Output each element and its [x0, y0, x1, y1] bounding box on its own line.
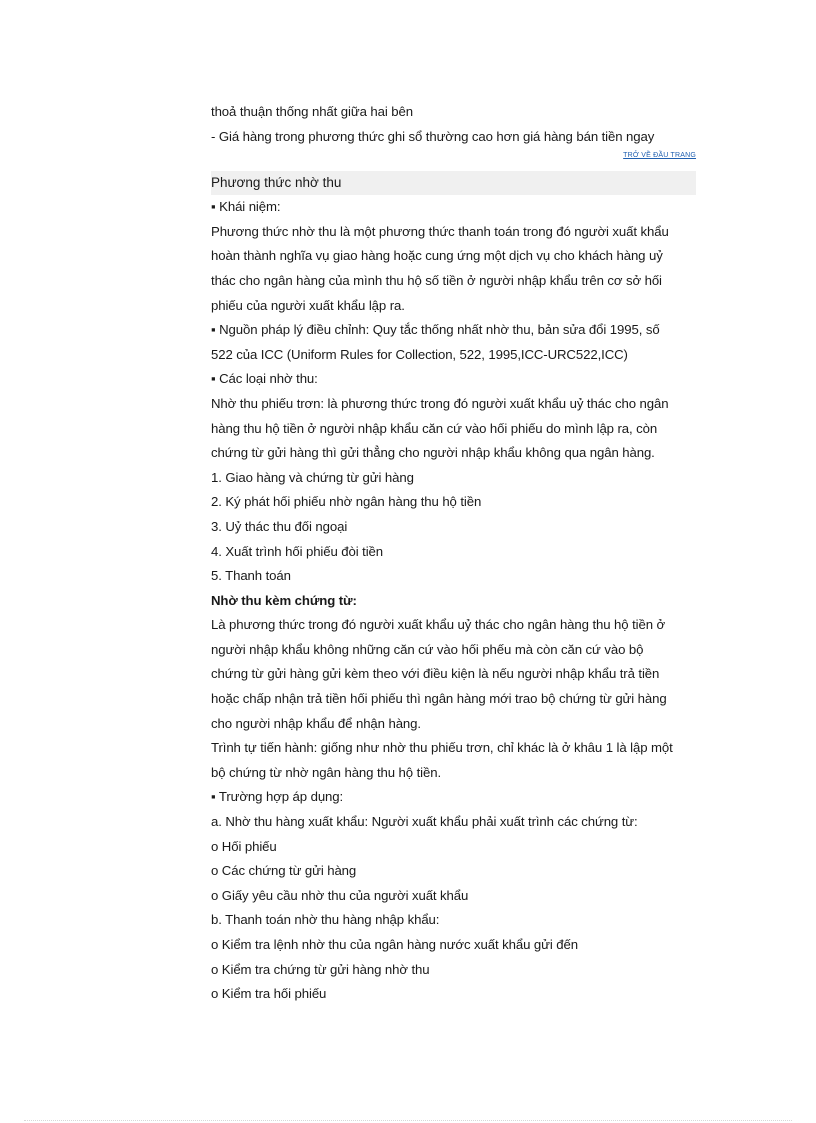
text-line: phiếu của người xuất khẩu lập ra.	[211, 297, 405, 313]
text-line: chứng từ gửi hàng thì gửi thẳng cho người nhập khẩu không qua ngân hàng.	[211, 445, 655, 461]
list-item: o Hối phiếu	[211, 838, 277, 854]
text-line: hoặc chấp nhận trả tiền hối phiếu thì ngân hàng mới trao bộ chứng từ gửi hàng	[211, 691, 667, 707]
text-line: Phương thức nhờ thu là một phương thức thanh toán trong đó người xuất khẩu	[211, 223, 669, 239]
text-line: cho người nhập khẩu để nhận hàng.	[211, 715, 421, 731]
back-to-top-link[interactable]: TRỞ VỀ ĐẦU TRANG	[623, 152, 696, 160]
bullet-heading: ▪ Khái niệm:	[211, 199, 281, 215]
text-line: bộ chứng từ nhờ ngân hàng thu hộ tiền.	[211, 764, 442, 780]
text-line: thoả thuận thống nhất giữa hai bên	[211, 104, 413, 119]
subheading: Nhờ thu kèm chứng từ:	[211, 592, 357, 608]
text-line: Trình tự tiến hành: giống như nhờ thu phiếu trơn, chỉ khác là ở khâu 1 là lập một	[211, 740, 673, 756]
text-line: b. Thanh toán nhờ thu hàng nhập khẩu:	[211, 912, 440, 928]
list-item: 3. Uỷ thác thu đối ngoại	[211, 518, 348, 534]
text-line: hàng thu hộ tiền ở người nhập khẩu căn cứ vào hối phiếu do mình lập ra, còn	[211, 420, 658, 436]
text-line: thác cho ngân hàng của mình thu hộ số tiền ở người nhập khẩu trên cơ sở hối	[211, 272, 662, 288]
text-line: 522 của ICC (Uniform Rules for Collection, 522, 1995,ICC-URC522,ICC)	[211, 346, 628, 362]
text-line: Là phương thức trong đó người xuất khẩu uỷ thác cho ngân hàng thu hộ tiền ở	[211, 617, 666, 633]
list-item: 1. Giao hàng và chứng từ gửi hàng	[211, 469, 414, 485]
list-item: 4. Xuất trình hối phiếu đòi tiền	[211, 543, 384, 559]
section-title: Phương thức nhờ thu	[211, 171, 696, 195]
list-item: 5. Thanh toán	[211, 568, 291, 584]
back-to-top-row	[211, 149, 696, 171]
text-line: - Giá hàng trong phương thức ghi sổ thường cao hơn giá hàng bán tiền ngay	[211, 128, 655, 144]
footer-divider	[24, 1120, 792, 1121]
text-line: ▪ Nguồn pháp lý điều chỉnh: Quy tắc thống nhất nhờ thu, bản sửa đổi 1995, số	[211, 322, 660, 338]
list-item: 2. Ký phát hối phiếu nhờ ngân hàng thu hộ tiền	[211, 494, 482, 510]
text-line: a. Nhờ thu hàng xuất khẩu: Người xuất khẩu phải xuất trình các chứng từ:	[211, 814, 638, 830]
list-item: o Kiểm tra lệnh nhờ thu của ngân hàng nước xuất khẩu gửi đến	[211, 937, 578, 952]
list-item: o Kiểm tra hối phiếu	[211, 986, 327, 1002]
text-line: hoàn thành nghĩa vụ giao hàng hoặc cung ứng một dịch vụ cho khách hàng uỷ	[211, 248, 663, 264]
bullet-heading: ▪ Trường hợp áp dụng:	[211, 789, 344, 805]
text-line: chứng từ gửi hàng gửi kèm theo với điều kiện là nếu người nhập khẩu trả tiền	[211, 666, 660, 682]
list-item: o Kiểm tra chứng từ gửi hàng nhờ thu	[211, 961, 430, 977]
list-item: o Các chứng từ gửi hàng	[211, 863, 357, 879]
bullet-heading: ▪ Các loại nhờ thu:	[211, 371, 318, 387]
text-line: Nhờ thu phiếu trơn: là phương thức trong đó người xuất khẩu uỷ thác cho ngân	[211, 395, 669, 411]
list-item: o Giấy yêu cầu nhờ thu của người xuất khẩu	[211, 887, 469, 903]
text-line: người nhập khẩu không những căn cứ vào hối phếu mà còn căn cứ vào bộ	[211, 641, 644, 657]
document-page	[211, 100, 696, 1007]
